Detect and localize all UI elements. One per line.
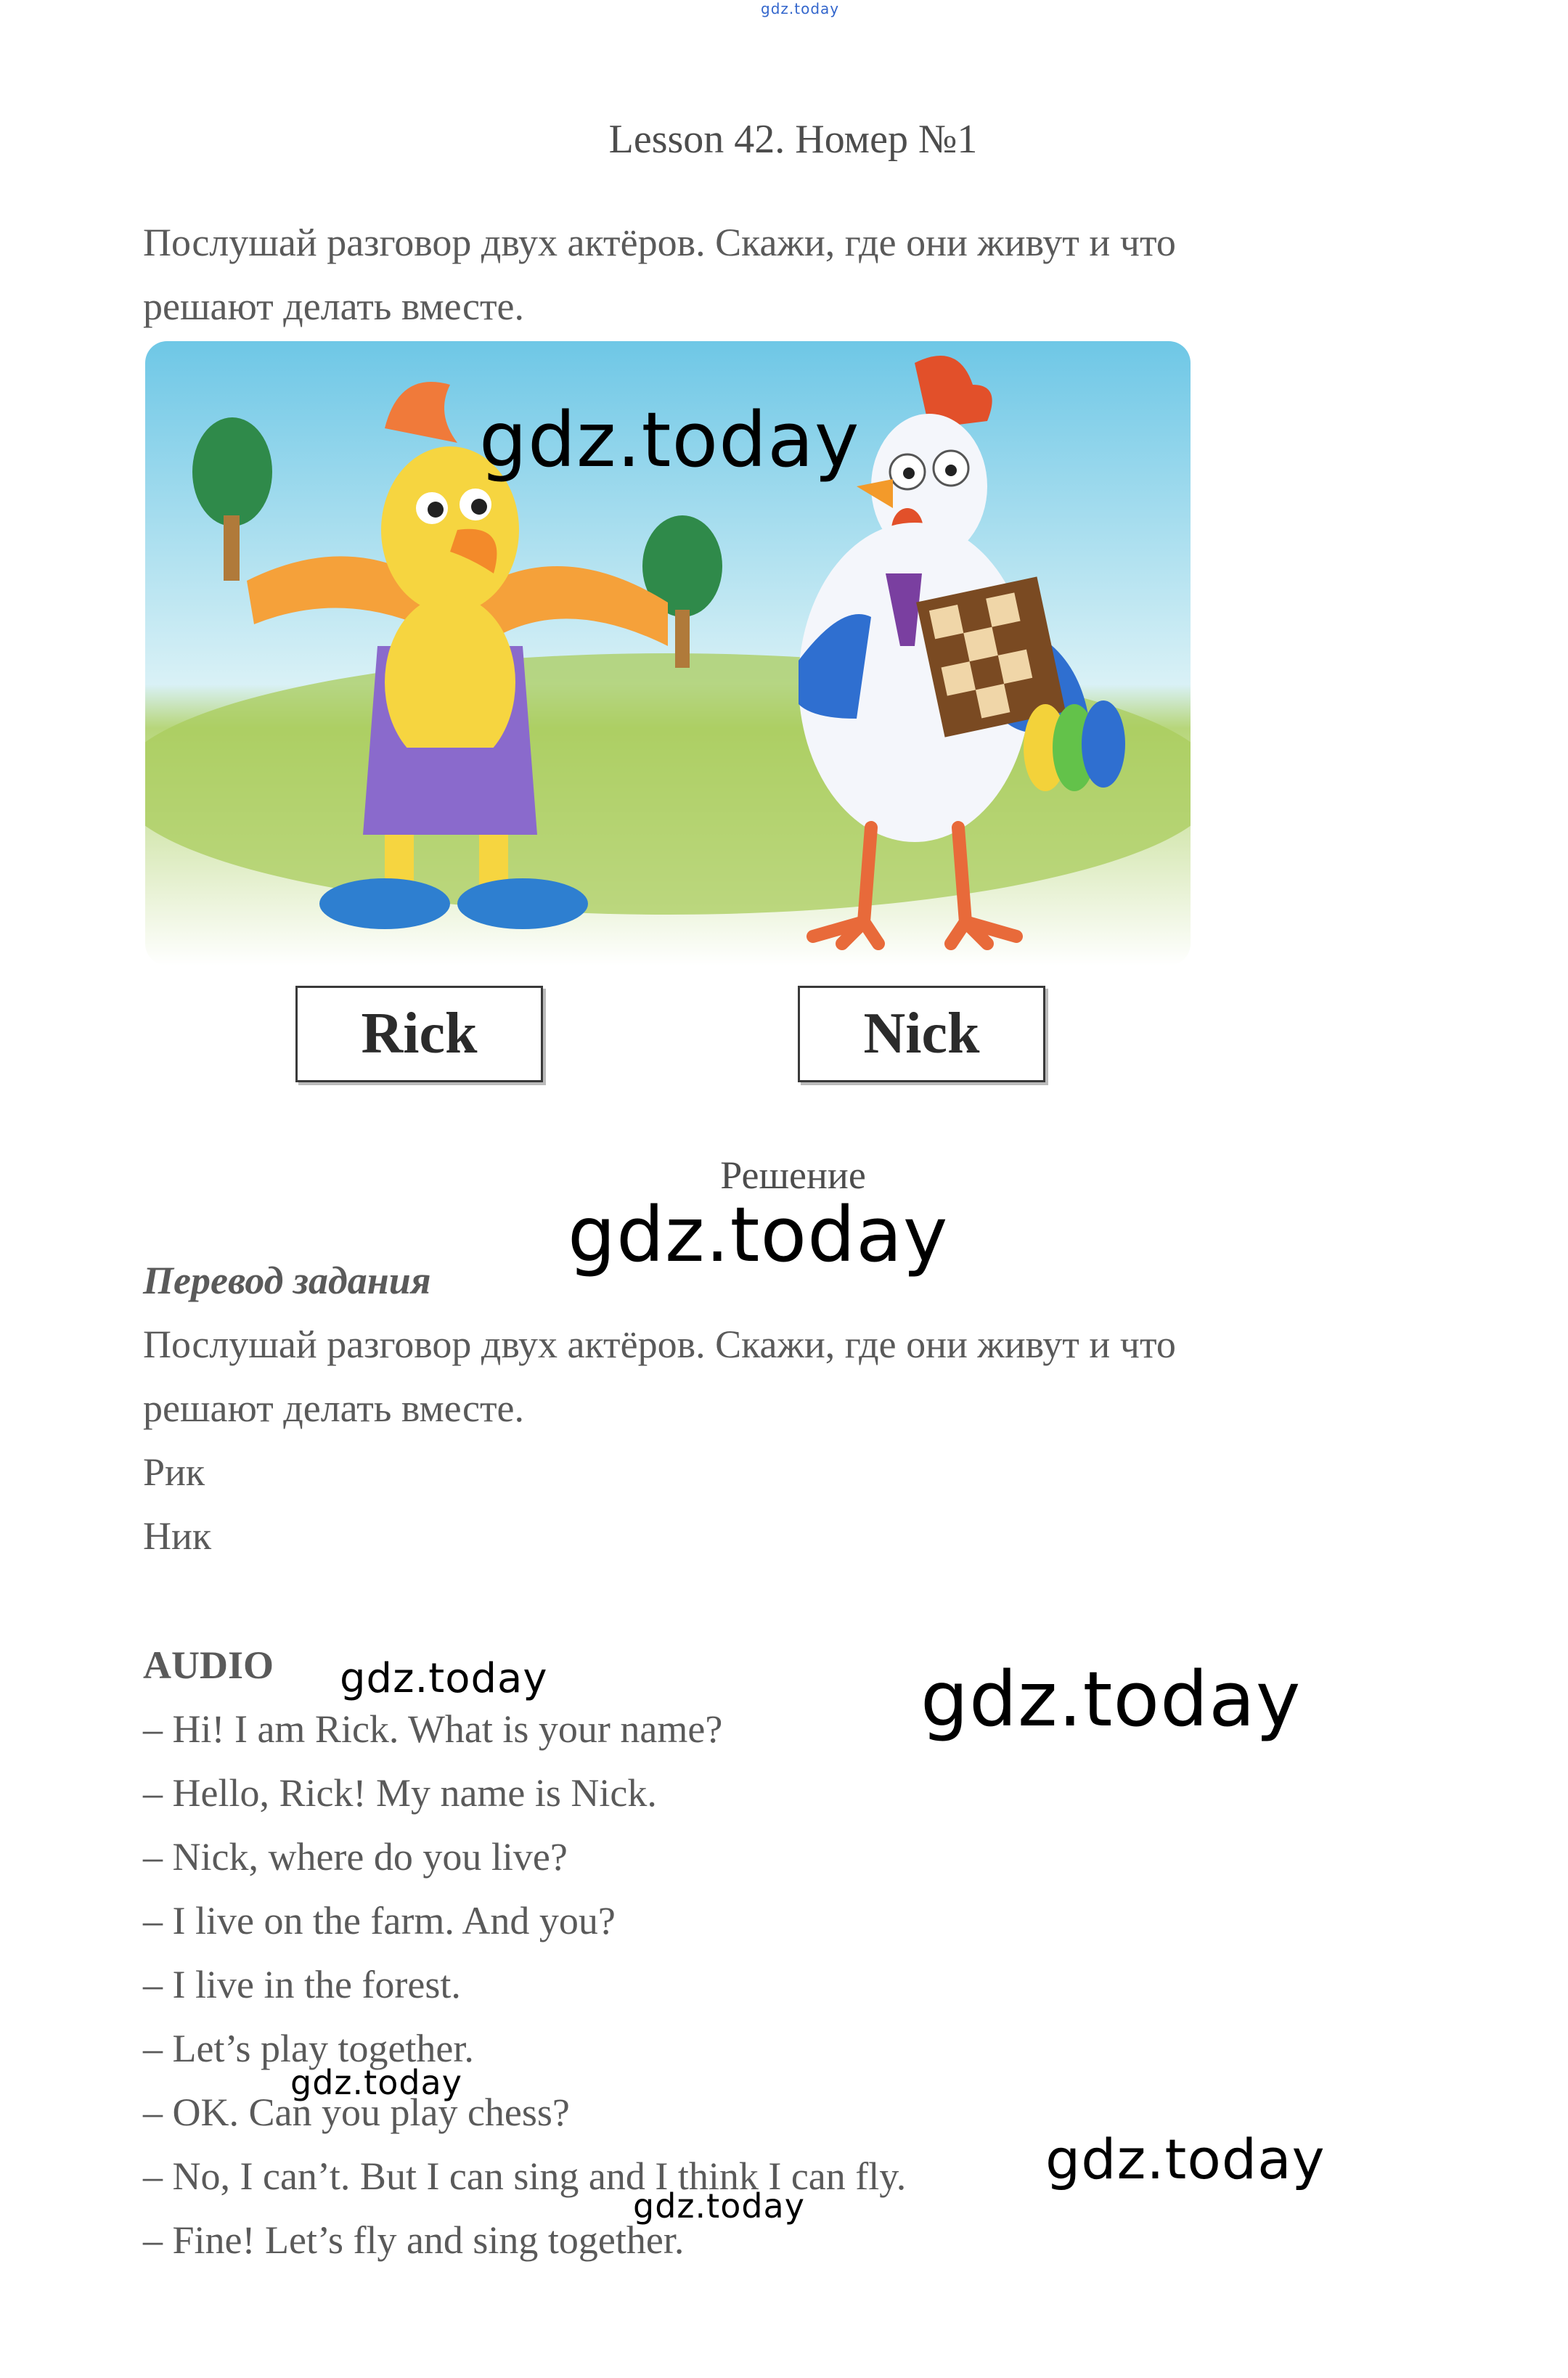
name-rick: Rick (361, 1002, 478, 1066)
audio-line-9: – Fine! Let’s fly and sing together. (143, 2218, 685, 2262)
audio-watermark-large: gdz.today (920, 1655, 1302, 1744)
name-box-rick (295, 986, 543, 1082)
audio-line-1: – Hi! I am Rick. What is your name? (143, 1707, 723, 1751)
audio-line-8: – No, I can’t. But I can sing and I think I can fly. (143, 2154, 907, 2198)
translation-name-nick: Ник (143, 1514, 212, 1558)
solution-heading: Решение (720, 1153, 866, 1197)
translation-heading: Перевод задания (143, 1259, 431, 1302)
illustration-watermark: gdz.today (479, 396, 860, 484)
audio-heading: AUDIO (143, 1643, 274, 1687)
translation-name-rick: Рик (143, 1450, 205, 1494)
line8-watermark-small: gdz.today (633, 2186, 805, 2226)
task-line-1: Послушай разговор двух актёров. Скажи, где они живут и что (143, 221, 1176, 264)
audio-line-5: – I live in the forest. (143, 1963, 461, 2006)
line8-watermark-right: gdz.today (1045, 2127, 1326, 2191)
line7-watermark: gdz.today (290, 2063, 462, 2102)
audio-line-3: – Nick, where do you live? (143, 1835, 568, 1879)
name-box-nick (798, 986, 1045, 1082)
audio-line-4: – I live on the farm. And you? (143, 1899, 616, 1942)
translation-line-1: Послушай разговор двух актёров. Скажи, где они живут и что (143, 1323, 1176, 1366)
task-line-2: решают делать вместе. (143, 285, 525, 328)
header-watermark: gdz.today (761, 0, 840, 17)
solution-watermark: gdz.today (568, 1190, 949, 1279)
translation-line-2: решают делать вместе. (143, 1386, 525, 1430)
name-nick: Nick (863, 1002, 980, 1066)
page-title: Lesson 42. Номер №1 (608, 117, 978, 162)
audio-line-2: – Hello, Rick! My name is Nick. (143, 1771, 657, 1815)
audio-watermark-small: gdz.today (340, 1655, 548, 1702)
audio-line-7: – OK. Can you play chess? (143, 2091, 570, 2134)
audio-line-6: – Let’s play together. (143, 2027, 474, 2070)
